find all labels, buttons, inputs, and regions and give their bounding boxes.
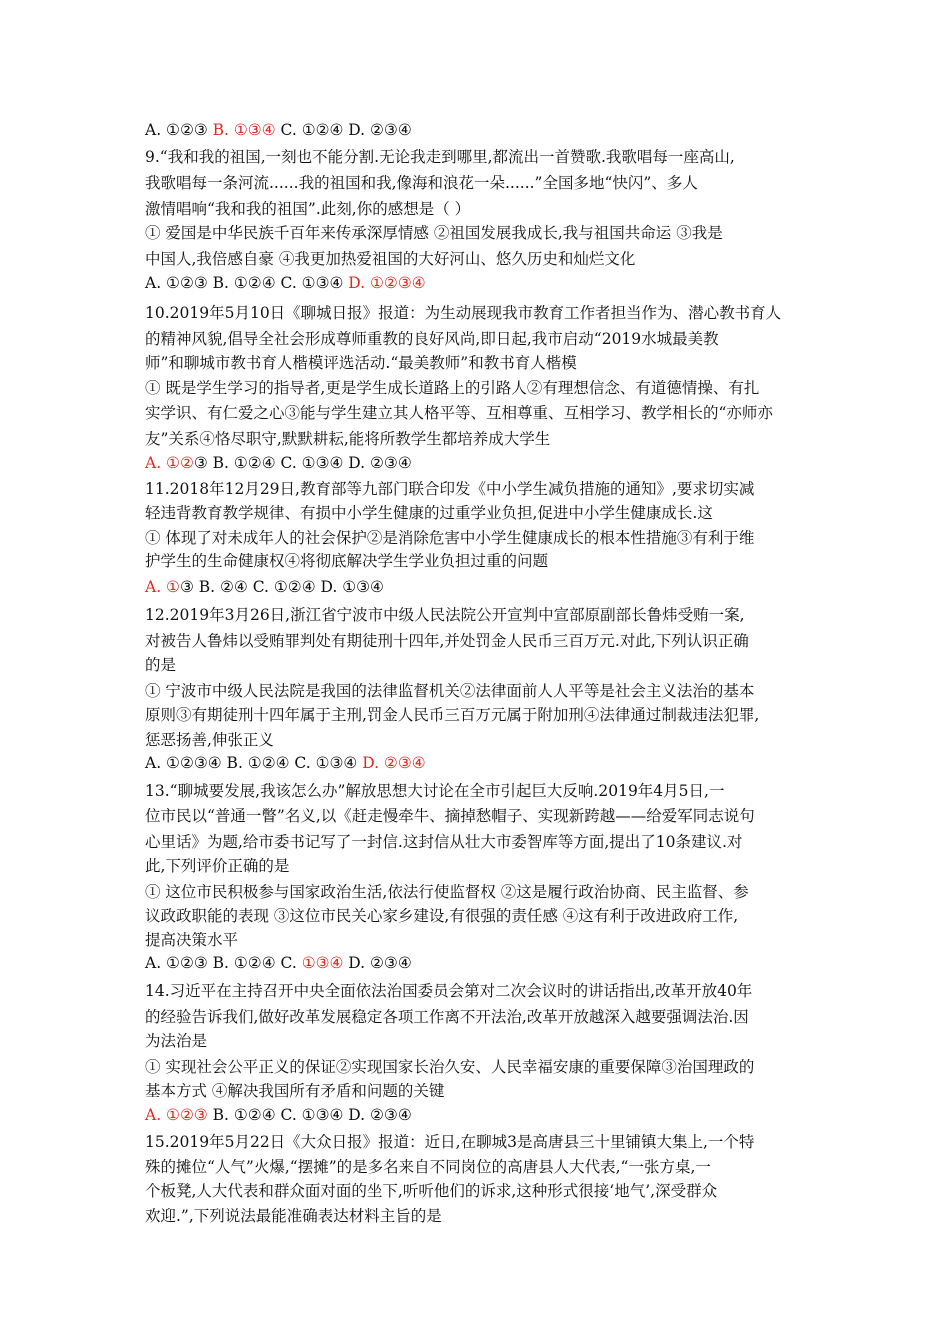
text-segment: 原则③有期徒刑十四年属于主刑,罚金人民币三百万元属于附加刑④法律通过制裁违法犯罪, bbox=[145, 706, 760, 724]
text-line bbox=[145, 198, 470, 220]
text-line bbox=[145, 502, 713, 524]
text-line bbox=[145, 680, 754, 702]
text-line bbox=[145, 302, 781, 324]
text-line bbox=[145, 1205, 442, 1227]
text-segment: D. ②③④ bbox=[343, 954, 412, 972]
text-line bbox=[145, 222, 723, 244]
text-line bbox=[145, 654, 176, 676]
text-segment: 的经验告诉我们,做好改革发展稳定各项工作离不开法治,改革开放越深入越要强调法治.因 bbox=[145, 1008, 749, 1026]
text-line bbox=[145, 905, 738, 927]
text-line bbox=[145, 780, 724, 802]
text-line bbox=[145, 527, 754, 549]
text-line bbox=[145, 704, 759, 726]
text-line bbox=[145, 1156, 711, 1178]
answer-highlight: B. ①③④ bbox=[212, 121, 276, 139]
text-segment: ① 实现社会公平正义的保证②实现国家长治久安、人民幸福安康的重要保障③治国理政的 bbox=[145, 1058, 755, 1076]
text-line bbox=[145, 1180, 717, 1202]
text-line bbox=[145, 831, 742, 853]
text-segment: 个板凳,人大代表和群众面对面的坐下,听听他们的诉求,这种形式很接‘地气’,深受群众 bbox=[145, 1182, 718, 1200]
text-line bbox=[145, 377, 759, 399]
text-segment: B. ①②④ C. ①③④ D. ②③④ bbox=[207, 1106, 412, 1124]
text-segment: 中国人,我倍感自豪 ④我更加热爱祖国的大好河山、悠久历史和灿烂文化 bbox=[145, 250, 636, 268]
text-line bbox=[145, 576, 384, 598]
answer-highlight: A. ①②③ bbox=[145, 1106, 208, 1124]
text-segment: 位市民以“普通一瞥”名义,以《赶走慢牵牛、摘掉愁帽子、实现新跨越——给爱军同志说句 bbox=[145, 807, 755, 825]
text-line bbox=[145, 952, 412, 974]
text-line bbox=[145, 881, 749, 903]
text-line bbox=[145, 1056, 754, 1078]
text-segment: 友”关系④恪尽职守,默默耕耘,能将所教学生都培养成大学生 bbox=[145, 430, 551, 448]
text-line bbox=[145, 352, 577, 374]
text-segment: A. ①②③④ B. ①②④ C. ①③④ bbox=[145, 754, 363, 772]
text-segment: 9.“我和我的祖国,一刻也不能分割.无论我走到哪里,都流出一首赞歌.我歌唱每一座高山, bbox=[145, 148, 735, 166]
text-segment: 此,下列评价正确的是 bbox=[145, 857, 290, 875]
text-segment: 提高决策水平 bbox=[145, 931, 239, 949]
text-segment: 激情唱响“我和我的祖国”.此刻,你的感想是（ ） bbox=[145, 200, 471, 218]
text-segment: ③ B. ②④ C. ①②④ D. ①③④ bbox=[179, 578, 384, 596]
text-segment: 的精神风貌,倡导全社会形成尊师重教的良好风尚,即日起,我市启动“2019水城最美教 bbox=[145, 330, 719, 348]
text-line bbox=[145, 752, 426, 774]
text-line bbox=[145, 929, 238, 951]
text-line bbox=[145, 1104, 412, 1126]
text-segment: 14.习近平在主持召开中央全面依法治国委员会第对二次会议时的讲话指出,改革开放40年 bbox=[145, 982, 753, 1000]
text-segment: 轻违背教育教学规律、有损中小学生健康的过重学业负担,促进中小学生健康成长.这 bbox=[145, 504, 713, 522]
text-line bbox=[145, 550, 548, 572]
text-line bbox=[145, 1030, 207, 1052]
text-segment: ① 既是学生学习的指导者,更是学生成长道路上的引路人②有理想信念、有道德情操、有扎 bbox=[145, 379, 760, 397]
text-segment: 13.“聊城要发展,我该怎么办”解放思想大讨论在全市引起巨大反响.2019年4月5日,一 bbox=[145, 782, 725, 800]
text-segment: 基本方式 ④解决我国所有矛盾和问题的关键 bbox=[145, 1082, 445, 1100]
text-segment: ① 体现了对未成年人的社会保护②是消除危害中小学生健康成长的根本性措施③有利于维 bbox=[145, 529, 755, 547]
text-segment: 师”和聊城市教书育人楷模评选活动.“最美教师”和教书育人楷模 bbox=[145, 354, 577, 372]
text-segment: 议政政职能的表现 ③这位市民关心家乡建设,有很强的责任感 ④这有利于改进政府工作, bbox=[145, 907, 739, 925]
answer-highlight: ①③④ bbox=[301, 954, 344, 972]
text-line bbox=[145, 1080, 444, 1102]
text-line bbox=[145, 402, 773, 424]
text-line bbox=[145, 272, 426, 294]
text-segment: 对被告人鲁炜以受贿罪判处有期徒刑十四年,并处罚金人民币三百万元.对此,下列认识正确 bbox=[145, 632, 749, 650]
text-line bbox=[145, 630, 749, 652]
text-segment: 殊的摊位“人气”火爆,“摆摊”的是多名来自不同岗位的高唐县人大代表,“一张方桌,一 bbox=[145, 1158, 711, 1176]
text-segment: ① 宁波市中级人民法院是我国的法律监督机关②法律面前人人平等是社会主义法治的基本 bbox=[145, 682, 755, 700]
answer-highlight: A. ①② bbox=[145, 454, 194, 472]
text-segment: 12.2019年3月26日,浙江省宁波市中级人民法院公开宣判中宣部原副部长鲁炜受贿一案, bbox=[145, 606, 745, 624]
text-line bbox=[145, 805, 755, 827]
text-segment: A. ①②③ B. ①②④ C. ①③④ bbox=[145, 274, 349, 292]
text-line bbox=[145, 478, 754, 500]
text-line bbox=[145, 604, 745, 626]
text-line bbox=[145, 855, 289, 877]
text-segment: 的是 bbox=[145, 656, 177, 674]
text-line bbox=[145, 1006, 749, 1028]
text-line bbox=[145, 980, 752, 1002]
answer-highlight: D. ②③④ bbox=[362, 754, 426, 772]
text-segment: ③ B. ①②④ C. ①③④ D. ②③④ bbox=[193, 454, 412, 472]
text-line bbox=[145, 452, 412, 474]
text-segment: C. ①②④ D. ②③④ bbox=[275, 121, 412, 139]
text-segment: 15.2019年5月22日《大众日报》报道：近日,在聊城3是高唐县三十里铺镇大集上,一个特 bbox=[145, 1133, 755, 1151]
text-segment: 为法治是 bbox=[145, 1032, 208, 1050]
text-line bbox=[145, 146, 735, 168]
answer-highlight: D. ①②③④ bbox=[348, 274, 426, 292]
answer-highlight: A. ① bbox=[145, 578, 180, 596]
text-line bbox=[145, 119, 412, 141]
text-segment: ① 爱国是中华民族千百年来传承深厚情感 ②祖国发展我成长,我与祖国共命运 ③我是 bbox=[145, 224, 723, 242]
text-line bbox=[145, 1131, 754, 1153]
text-segment: 11.2018年12月29日,教育部等九部门联合印发《中小学生减负措施的通知》,要求切实减 bbox=[145, 480, 755, 498]
text-segment: A. ①②③ B. ①②④ C. bbox=[145, 954, 302, 972]
text-segment: 10.2019年5月10日《聊城日报》报道：为生动展现我市教育工作者担当作为、潜心教书育人 bbox=[145, 304, 782, 322]
text-segment: 惩恶扬善,伸张正义 bbox=[145, 731, 274, 749]
text-segment: 心里话》为题,给市委书记写了一封信.这封信从壮大市委智库等方面,提出了10条建议.对 bbox=[145, 833, 743, 851]
text-segment: A. ①②③ bbox=[145, 121, 213, 139]
text-line bbox=[145, 428, 550, 450]
text-segment: ① 这位市民积极参与国家政治生活,依法行使监督权 ②这是履行政治协商、民主监督、参 bbox=[145, 883, 749, 901]
text-line bbox=[145, 328, 719, 350]
text-line bbox=[145, 172, 698, 194]
text-line bbox=[145, 729, 274, 751]
text-segment: 欢迎.”,下列说法最能准确表达材料主旨的是 bbox=[145, 1207, 442, 1225]
text-segment: 我歌唱每一条河流......我的祖国和我,像海和浪花一朵......”全国多地“快闪”、多人 bbox=[145, 174, 698, 192]
text-segment: 实学识、有仁爱之心③能与学生建立其人格平等、互相尊重、互相学习、教学相长的“亦师亦 bbox=[145, 404, 773, 422]
text-line bbox=[145, 248, 635, 270]
text-segment: 护学生的生命健康权④将彻底解决学生学业负担过重的问题 bbox=[145, 552, 549, 570]
